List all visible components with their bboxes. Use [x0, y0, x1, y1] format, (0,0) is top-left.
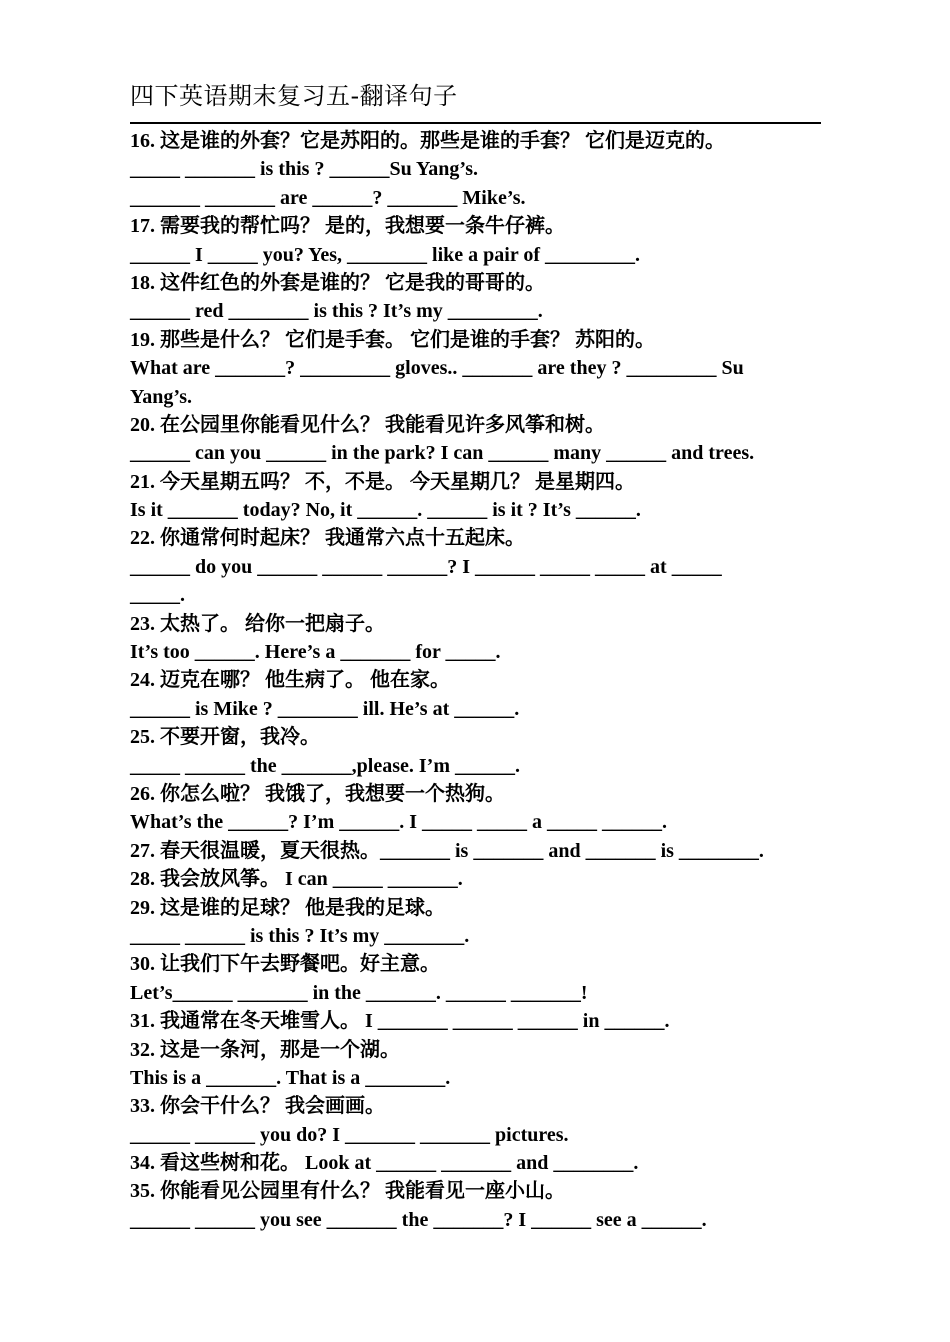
- title-underline: [130, 122, 821, 124]
- question-23-answer: It’s too ______. Here’s a _______ for _____.: [130, 641, 501, 664]
- question-35-chinese: 35. 你能看见公园里有什么？ 我能看见一座小山。: [130, 1180, 565, 1203]
- question-16-chinese: 16. 这是谁的外套？它是苏阳的。那些是谁的手套？ 它们是迈克的。: [130, 130, 725, 152]
- exercise-list: [130, 127, 821, 1234]
- question-35-answer: ______ ______ you see _______ the _______? I ______ see a ______.: [130, 1208, 707, 1231]
- question-22-answer-line-2: _____.: [130, 584, 185, 607]
- question-32-chinese: 32. 这是一条河，那是一个湖。: [130, 1038, 400, 1061]
- question-21-answer: Is it _______ today? No, it ______. ______ is it ? It’s ______.: [130, 499, 641, 522]
- question-19-chinese: 19. 那些是什么？ 它们是手套。 它们是谁的手套？ 苏阳的。: [130, 328, 655, 351]
- question-34: 34. 看这些树和花。 Look at ______ _______ and ________.: [130, 1152, 639, 1175]
- question-32-answer: This is a _______. That is a ________.: [130, 1066, 451, 1089]
- question-18-chinese: 18. 这件红色的外套是谁的？ 它是我的哥哥的。: [130, 271, 545, 294]
- question-19-answer-line-1: What are _______? _________ gloves.. _______ are they ? _________ Su: [130, 357, 744, 380]
- question-22-chinese: 22. 你通常何时起床？ 我通常六点十五起床。: [130, 527, 525, 550]
- question-23-chinese: 23. 太热了。 给你一把扇子。: [130, 612, 385, 635]
- page-title: 四下英语期末复习五-翻译句子: [130, 82, 458, 110]
- question-18-answer: ______ red ________ is this ? It’s my _________.: [130, 300, 543, 323]
- question-21-chinese: 21. 今天星期五吗？ 不，不是。 今天星期几？ 是星期四。: [130, 470, 635, 493]
- question-25-answer: _____ ______ the _______,please. I’m ______.: [130, 754, 520, 777]
- question-17-answer: ______ I _____ you? Yes, ________ like a pair of _________.: [130, 243, 641, 266]
- question-25-chinese: 25. 不要开窗，我冷。: [130, 726, 320, 749]
- question-28: 28. 我会放风筝。 I can _____ _______.: [130, 868, 463, 891]
- question-33-chinese: 33. 你会干什么？ 我会画画。: [130, 1095, 385, 1118]
- question-33-answer: ______ ______ you do? I _______ _______ pictures.: [130, 1123, 569, 1146]
- question-30-chinese: 30. 让我们下午去野餐吧。好主意。: [130, 953, 440, 976]
- question-17-chinese: 17. 需要我的帮忙吗？ 是的，我想要一条牛仔裤。: [130, 215, 565, 238]
- question-24-chinese: 24. 迈克在哪？ 他生病了。 他在家。: [130, 669, 450, 692]
- question-20-answer: ______ can you ______ in the park? I can ______ many ______ and trees.: [130, 442, 755, 465]
- question-26-answer: What’s the ______? I’m ______. I _____ _____ a _____ ______.: [130, 811, 668, 834]
- question-29-chinese: 29. 这是谁的足球？ 他是我的足球。: [130, 896, 445, 919]
- question-27: 27. 春天很温暖，夏天很热。_______ is _______ and _______ is ________.: [130, 839, 764, 862]
- question-24-answer: ______ is Mike ? ________ ill. He’s at ______.: [130, 697, 520, 720]
- question-30-answer: Let’s______ _______ in the _______. ______ _______!: [130, 981, 588, 1004]
- question-19-answer-line-2: Yang’s.: [130, 385, 193, 408]
- question-29-answer: _____ ______ is this ? It’s my ________.: [130, 924, 470, 947]
- question-16-answer-line-1: _____ _______ is this ? ______Su Yang’s.: [130, 158, 479, 181]
- question-20-chinese: 20. 在公园里你能看见什么？ 我能看见许多风筝和树。: [130, 413, 605, 436]
- question-16-answer-line-2: _______ _______ are ______? _______ Mike’s.: [130, 186, 526, 209]
- question-26-chinese: 26. 你怎么啦？ 我饿了，我想要一个热狗。: [130, 782, 505, 805]
- question-22-answer-line-1: ______ do you ______ ______ ______? I ______ _____ _____ at _____: [130, 555, 722, 578]
- question-31: 31. 我通常在冬天堆雪人。 I _______ ______ ______ in ______.: [130, 1010, 670, 1033]
